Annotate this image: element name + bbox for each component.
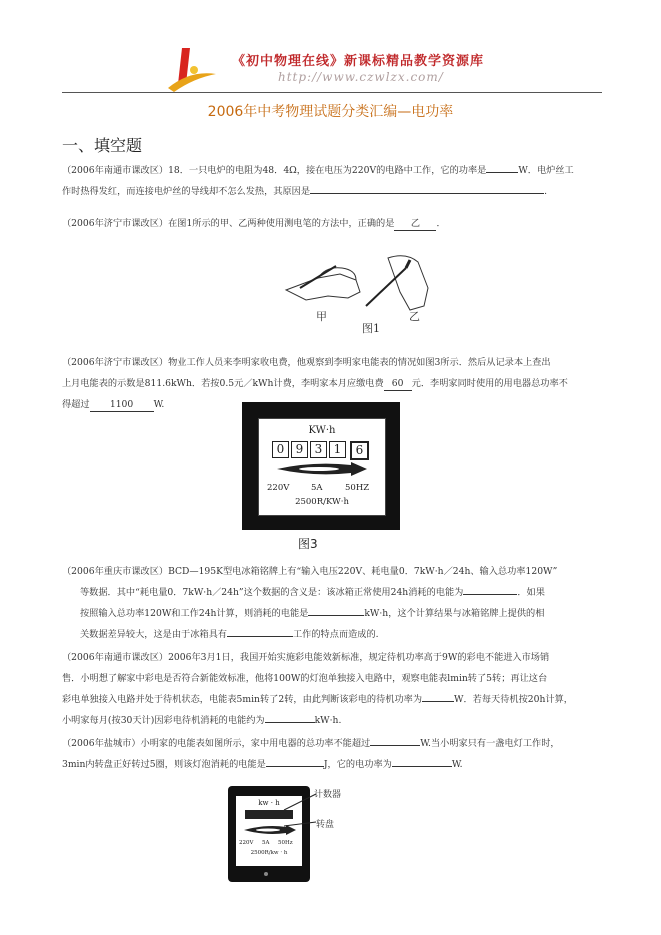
question-text: 在图1所示的甲、乙两种使用测电笔的方法中，正确的是 xyxy=(168,218,395,229)
question-text: 关数据差异较大，这是由于冰箱具有 xyxy=(80,629,227,640)
answer-blank[interactable] xyxy=(486,172,518,173)
answer-blank[interactable] xyxy=(310,193,544,194)
question-text: W.当小明家只有一盏电灯工作时， xyxy=(420,738,560,749)
energy-meter-figure-3 xyxy=(242,402,400,530)
punctuation: . xyxy=(544,186,547,197)
question-text: ．如果 xyxy=(517,587,545,598)
question-text: 作时热得发红，而连接电炉丝的导线却不怎么发热，其原因是 xyxy=(62,186,311,197)
answer-blank[interactable] xyxy=(266,766,324,767)
question-text: 按照输入总功率120W和工作24h计算，则消耗的电能是 xyxy=(80,608,309,619)
label-dial: 转盘 xyxy=(316,820,335,830)
question-text: 2006年3月1日，我国开始实施彩电能效新标准，规定待机功率高于9W的彩电不能进入市场销 xyxy=(168,652,550,663)
section-heading: 一、填空题 xyxy=(62,136,143,155)
meter-rating-frequency: 50HZ xyxy=(345,483,370,493)
question-text: BCD—195K型电冰箱铭牌上有“输入电压220V、耗电量0．7kW·h／24h、输入总功率120W” xyxy=(168,566,558,577)
question-4 xyxy=(62,561,602,645)
answer-blank[interactable] xyxy=(227,636,293,637)
question-text: 得超过 xyxy=(62,399,90,410)
meter-rating-constant: 2500R/kw · h xyxy=(250,850,288,856)
banner-title: 《初中物理在线》新课标精品教学资源库 xyxy=(232,54,485,69)
meter-counter xyxy=(272,441,369,460)
logo-icon xyxy=(160,44,220,94)
figure-1-caption: 图1 xyxy=(362,322,380,335)
banner-url[interactable]: http://www.czwlzx.com/ xyxy=(278,70,444,84)
answer-blank[interactable] xyxy=(422,701,454,702)
figure-label-jia: 甲 xyxy=(316,310,327,323)
rotating-dial-icon xyxy=(273,461,371,477)
answer-blank[interactable] xyxy=(384,378,412,391)
answer-blank[interactable] xyxy=(392,766,452,767)
label-counter: 计数器 xyxy=(314,790,342,800)
question-source: （2006年盐城市） xyxy=(62,738,141,749)
question-text: 工作的特点而造成的. xyxy=(293,629,379,640)
question-text: W．电炉丝工 xyxy=(518,165,574,176)
meter-rating-voltage: 220V xyxy=(239,840,254,846)
question-source: （2006年济宁市课改区） xyxy=(62,218,169,229)
answer-blank[interactable] xyxy=(265,722,315,723)
meter-rating-current: 5A xyxy=(262,840,270,846)
question-text: 元．李明家同时使用的用电器总功率不 xyxy=(411,378,568,389)
question-6 xyxy=(62,733,602,775)
punctuation: ． xyxy=(436,218,446,229)
meter-rating-voltage: 220V xyxy=(267,483,290,493)
question-text: 3min内转盘正好转过5圈，则该灯泡消耗的电能是 xyxy=(62,759,266,770)
screw-icon xyxy=(264,872,268,876)
meter-rating-current: 5A xyxy=(311,483,323,493)
meter-face xyxy=(258,418,386,516)
figure-label-yi: 乙 xyxy=(409,310,420,323)
counter-digit: 3 xyxy=(310,441,327,458)
question-source: （2006年南通市课改区） xyxy=(62,165,169,176)
meter-unit: kw · h xyxy=(258,799,280,807)
document-title: 2006年中考物理试题分类汇编—电功率 xyxy=(207,104,454,120)
question-2 xyxy=(62,213,602,234)
question-text: 等数据．其中“耗电量0．7kW·h／24h”这个数据的含义是：该冰箱正常使用24h消耗的电能为 xyxy=(80,587,464,598)
question-text: 售．小明想了解家中彩电是否符合新能效标准，他将100W的灯泡单独接入电路中，观察电能表lmin转了5转；再让这台 xyxy=(62,673,548,684)
question-text: W．若每天待机按20h计算， xyxy=(454,694,573,705)
question-text: kW·h，这个计算结果与冰箱铭牌上提供的相 xyxy=(364,608,545,619)
answer-blank[interactable] xyxy=(90,399,154,412)
meter-rating-frequency: 50Hz xyxy=(278,840,293,846)
header-divider xyxy=(62,92,602,93)
question-text: kW·h. xyxy=(314,715,342,726)
meter-unit: KW·h xyxy=(308,425,336,436)
question-source: （2006年济宁市课改区） xyxy=(62,357,169,368)
answer-text: 1100 xyxy=(109,399,134,410)
question-text: W. xyxy=(153,399,165,410)
counter-digit: 1 xyxy=(329,441,346,458)
counter-digit: 0 xyxy=(272,441,289,458)
question-source: （2006年重庆市课改区） xyxy=(62,566,169,577)
question-1 xyxy=(62,160,602,202)
question-text: 小明家每月(按30天计)因彩电待机消耗的电能约为 xyxy=(62,715,265,726)
answer-text: 乙 xyxy=(410,218,421,229)
answer-blank[interactable] xyxy=(394,218,436,231)
question-source: （2006年南通市课改区） xyxy=(62,652,169,663)
question-5 xyxy=(62,647,602,731)
meter-rating-constant: 2500R/KW·h xyxy=(295,497,349,507)
counter-digit-decimal: 6 xyxy=(350,441,369,460)
question-text: 彩电单独接入电路并处于待机状态，电能表5min转了2转，由此判断该彩电的待机功率为 xyxy=(62,694,423,705)
figure-3-caption: 图3 xyxy=(298,537,318,551)
counter-digit: 9 xyxy=(291,441,308,458)
question-text: J，它的电功率为 xyxy=(323,759,392,770)
question-text: 小明家的电能表如图所示，家中用电器的总功率不能超过 xyxy=(140,738,371,749)
question-text: 18．一只电炉的电阻为48．4Ω，接在电压为220V的电路中工作，它的功率是 xyxy=(168,165,487,176)
answer-blank[interactable] xyxy=(370,745,420,746)
question-text: 物业工作人员来李明家收电费，他观察到李明家电能表的情况如图3所示．然后从记录本上查出 xyxy=(168,357,551,368)
answer-blank[interactable] xyxy=(308,615,364,616)
question-text: 上月电能表的示数是811.6kWh．若按0.5元／kWh计费，李明家本月应缴电费 xyxy=(62,378,384,389)
answer-blank[interactable] xyxy=(463,594,517,595)
answer-text: 60 xyxy=(391,378,404,389)
question-text: W. xyxy=(451,759,463,770)
